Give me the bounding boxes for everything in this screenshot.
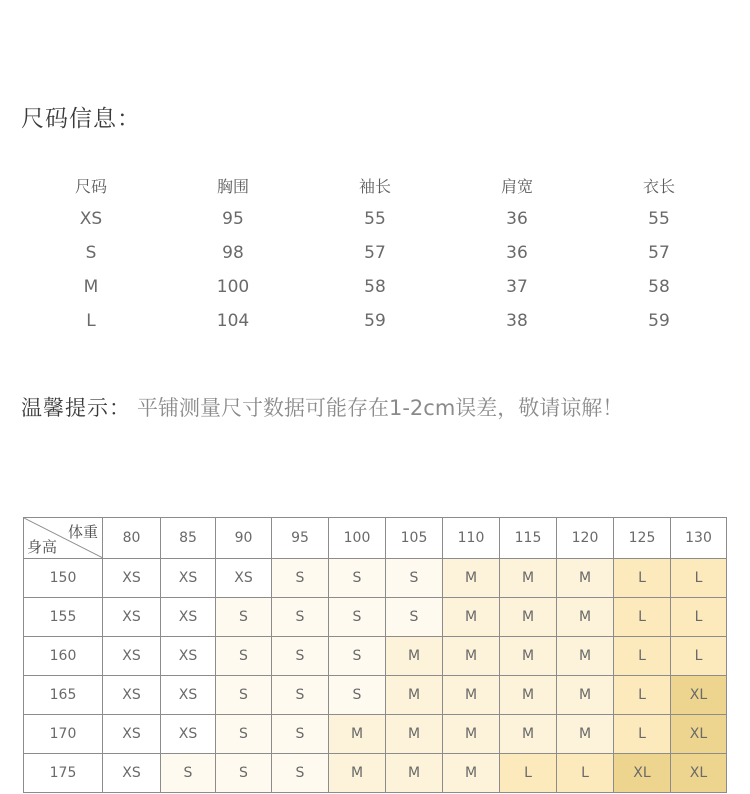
size-cell: 98: [222, 243, 244, 263]
weight-header: 110: [443, 518, 500, 559]
size-cell: 36: [506, 209, 528, 229]
size-recommendation-cell: S: [272, 754, 329, 793]
size-recommendation-cell: M: [443, 559, 500, 598]
size-recommendation-cell: M: [386, 676, 443, 715]
size-info-table: [20, 168, 730, 338]
size-recommendation-cell: XL: [614, 754, 671, 793]
weight-header: 90: [216, 518, 272, 559]
size-recommendation-cell: M: [557, 637, 614, 676]
weight-header: 80: [103, 518, 161, 559]
height-value: 155: [24, 598, 103, 637]
size-cell: 59: [648, 311, 670, 331]
size-recommendation-cell: S: [272, 637, 329, 676]
size-recommendation-cell: S: [216, 754, 272, 793]
size-recommendation-cell: XS: [161, 676, 216, 715]
height-row: [24, 559, 727, 598]
size-recommendation-cell: XS: [103, 754, 161, 793]
size-recommendation-cell: L: [557, 754, 614, 793]
size-recommendation-cell: XS: [161, 598, 216, 637]
size-recommendation-cell: M: [500, 715, 557, 754]
size-recommendation-cell: M: [500, 637, 557, 676]
size-recommendation-chart: [23, 517, 727, 793]
size-recommendation-cell: M: [443, 715, 500, 754]
size-cell: L: [86, 311, 96, 331]
size-recommendation-cell: XS: [161, 559, 216, 598]
weight-header: 100: [329, 518, 386, 559]
header-bust: 胸围: [216, 176, 249, 196]
size-recommendation-cell: L: [671, 598, 727, 637]
weight-header: 85: [161, 518, 216, 559]
header-length: 衣长: [642, 176, 675, 196]
size-recommendation-cell: S: [329, 676, 386, 715]
size-cell: XS: [79, 209, 103, 229]
size-recommendation-cell: M: [329, 715, 386, 754]
height-value: 165: [24, 676, 103, 715]
size-recommendation-cell: M: [386, 715, 443, 754]
size-recommendation-cell: M: [443, 754, 500, 793]
size-recommendation-cell: XS: [161, 715, 216, 754]
size-row: [20, 236, 730, 270]
size-recommendation-cell: S: [329, 559, 386, 598]
size-cell: 95: [222, 209, 244, 229]
size-recommendation-cell: L: [614, 715, 671, 754]
size-recommendation-cell: L: [614, 559, 671, 598]
size-recommendation-cell: M: [557, 676, 614, 715]
size-recommendation-cell: M: [443, 637, 500, 676]
height-label: 身高: [27, 538, 58, 556]
size-recommendation-cell: XL: [671, 676, 727, 715]
corner-header: [24, 518, 103, 559]
tip-text: 平铺测量尺寸数据可能存在1-2cm误差，敬请谅解！: [137, 396, 624, 420]
size-row: [20, 304, 730, 338]
size-recommendation-cell: XL: [671, 715, 727, 754]
size-recommendation-cell: S: [161, 754, 216, 793]
size-recommendation-cell: M: [329, 754, 386, 793]
tip-label: 温馨提示：: [21, 396, 131, 420]
size-recommendation-cell: M: [500, 559, 557, 598]
header-size: 尺码: [74, 176, 107, 196]
weight-header-row: [24, 518, 727, 559]
height-row: [24, 598, 727, 637]
size-recommendation-cell: M: [443, 598, 500, 637]
size-cell: 58: [364, 277, 386, 297]
size-recommendation-cell: XL: [671, 754, 727, 793]
size-recommendation-cell: M: [443, 676, 500, 715]
height-row: [24, 637, 727, 676]
size-cell: S: [85, 243, 97, 263]
size-recommendation-cell: S: [216, 598, 272, 637]
size-recommendation-cell: XS: [103, 598, 161, 637]
size-recommendation-cell: L: [671, 559, 727, 598]
size-recommendation-cell: S: [216, 676, 272, 715]
size-recommendation-cell: L: [500, 754, 557, 793]
height-row: [24, 715, 727, 754]
size-recommendation-cell: M: [500, 598, 557, 637]
size-recommendation-cell: S: [272, 715, 329, 754]
size-recommendation-cell: L: [671, 637, 727, 676]
size-row: [20, 270, 730, 304]
height-value: 150: [24, 559, 103, 598]
size-recommendation-cell: L: [614, 637, 671, 676]
page-title: 尺码信息：: [21, 106, 141, 132]
size-recommendation-cell: XS: [103, 676, 161, 715]
size-recommendation-cell: L: [614, 676, 671, 715]
weight-header: 115: [500, 518, 557, 559]
height-value: 175: [24, 754, 103, 793]
size-recommendation-cell: S: [272, 676, 329, 715]
weight-header: 105: [386, 518, 443, 559]
size-recommendation-cell: S: [272, 559, 329, 598]
size-cell: 36: [506, 243, 528, 263]
size-cell: 58: [648, 277, 670, 297]
size-recommendation-cell: S: [329, 598, 386, 637]
size-cell: 55: [648, 209, 670, 229]
size-recommendation-cell: M: [500, 676, 557, 715]
size-cell: 57: [648, 243, 670, 263]
height-value: 160: [24, 637, 103, 676]
size-table-header: [20, 168, 730, 202]
size-recommendation-cell: XS: [161, 637, 216, 676]
height-value: 170: [24, 715, 103, 754]
header-sleeve: 袖长: [358, 176, 391, 196]
size-recommendation-cell: S: [272, 598, 329, 637]
size-chart-body: [24, 559, 727, 793]
size-recommendation-cell: XS: [103, 637, 161, 676]
height-row: [24, 676, 727, 715]
size-recommendation-cell: XS: [103, 715, 161, 754]
size-recommendation-cell: M: [386, 637, 443, 676]
size-recommendation-cell: M: [557, 715, 614, 754]
size-recommendation-cell: S: [386, 598, 443, 637]
size-recommendation-cell: S: [216, 637, 272, 676]
header-shoulder: 肩宽: [500, 176, 533, 196]
size-cell: 37: [506, 277, 528, 297]
weight-header: 125: [614, 518, 671, 559]
weight-header: 120: [557, 518, 614, 559]
size-recommendation-cell: S: [329, 637, 386, 676]
weight-header: 95: [272, 518, 329, 559]
size-recommendation-cell: L: [614, 598, 671, 637]
size-recommendation-cell: M: [557, 598, 614, 637]
size-cell: 57: [364, 243, 386, 263]
size-cell: 38: [506, 311, 528, 331]
size-recommendation-cell: XS: [103, 559, 161, 598]
size-row: [20, 202, 730, 236]
size-recommendation-cell: S: [386, 559, 443, 598]
weight-label: 体重: [67, 523, 98, 541]
size-cell: 55: [364, 209, 386, 229]
tip-notice: [21, 392, 623, 422]
size-cell: M: [83, 277, 99, 297]
size-recommendation-cell: M: [557, 559, 614, 598]
height-row: [24, 754, 727, 793]
size-cell: 100: [216, 277, 250, 297]
size-recommendation-cell: M: [386, 754, 443, 793]
size-cell: 104: [216, 311, 250, 331]
size-recommendation-cell: S: [216, 715, 272, 754]
size-recommendation-cell: XS: [216, 559, 272, 598]
size-cell: 59: [364, 311, 386, 331]
weight-header: 130: [671, 518, 727, 559]
